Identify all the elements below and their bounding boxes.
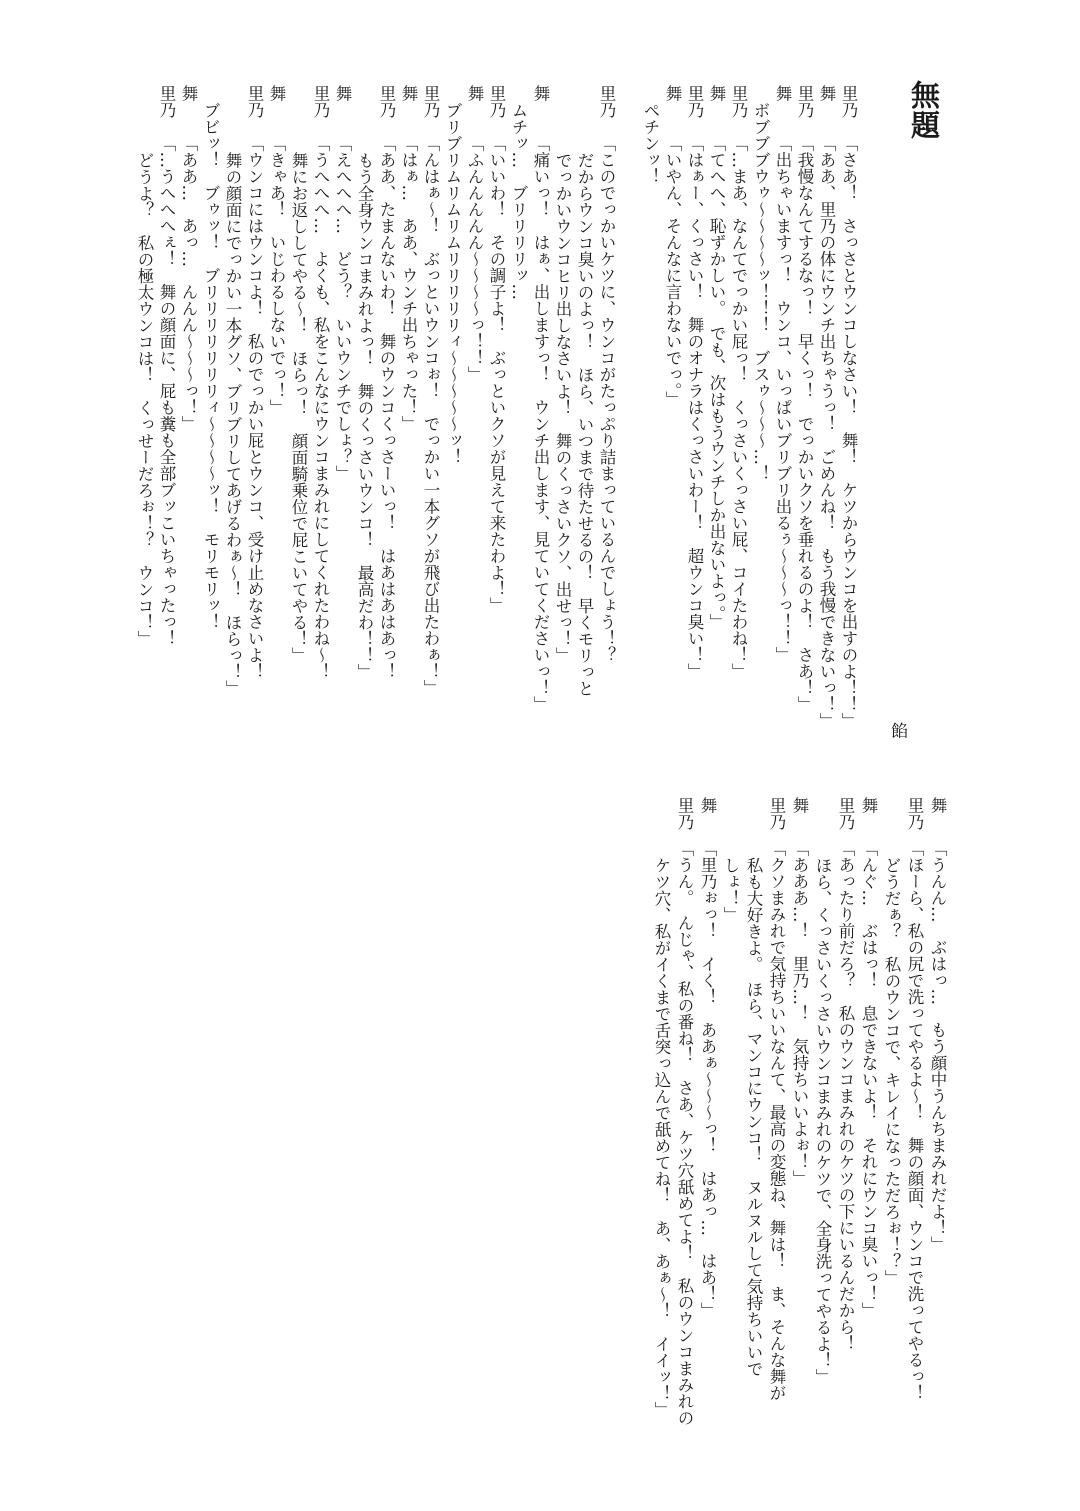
continuation-line (742, 797, 765, 1426)
speaker-name: 舞 (267, 85, 286, 102)
dialogue-line (837, 85, 859, 729)
speaker-name: 里乃 (597, 85, 616, 118)
line-text: 「ああ、里乃の体にウンチ出ちゃうっ！ ごめんね！ もう我慢できないっ！」 (817, 135, 836, 729)
line-text: 「ウンコにはウンコよ！ 私のでっかい屁とウンコ、受け止めなさいよ！ (245, 135, 264, 680)
dialogue-line (788, 797, 811, 1426)
dialogue-line (485, 85, 507, 729)
line-text: 私も大好きよ。 ほら、マンコにウンコ！ ヌルヌルして気持ちいいで (744, 857, 763, 1377)
dialogue-line (673, 797, 696, 1426)
dialogue-line (177, 85, 199, 729)
line-text: 「ああ、たまんないわ！ 舞のウンコくっさーいっ！ はあはあはあっ！ (377, 135, 396, 680)
dialogue-line (419, 85, 441, 729)
continuation-line (551, 85, 573, 729)
line-text: 「あったり前だろ？ 私のウンコまみれのケツの下にいるんだから！ (836, 840, 855, 1352)
dialogue-line (705, 85, 727, 729)
line-text: ケツ穴、私がイくまで舌突っ込んで舐めてね！ あ、あぁ～！ イイッ！」 (652, 857, 671, 1418)
dialogue-line (397, 85, 419, 729)
document-title: 無題 (907, 80, 941, 140)
line-text: 「出ちゃいますっ！ ウンコ、いっぱいブリブリ出るぅ～～～っ！！」 (773, 135, 792, 663)
line-text: 「うへへへ… よくも、私をこんなにウンコまみれにしてくれたわね～！ (311, 135, 330, 680)
speaker-name: 里乃 (675, 797, 694, 830)
speaker-name: 舞 (465, 85, 484, 102)
line-text (619, 85, 638, 90)
speaker-name: 里乃 (157, 85, 176, 118)
dialogue-line (926, 797, 949, 1426)
line-text: 「ああ… あっ… んんん～～～っ！」 (179, 135, 198, 432)
dialogue-line (793, 85, 815, 729)
speaker-name: 舞 (531, 85, 550, 102)
dialogue-line (331, 85, 353, 729)
dialogue-line (727, 85, 749, 729)
line-text: 「うん。 んじゃ、私の番ね！ さあ、ケツ穴舐めてよ！ 私のウンコまみれの (675, 840, 694, 1426)
continuation-line (287, 85, 309, 729)
continuation-line (573, 85, 595, 729)
dialogue-line (661, 85, 683, 729)
line-text: 「んはぁ～！ ぶっといウンコぉ！ でっかい一本グソが飛び出たわぁ！」 (421, 135, 440, 696)
dialogue-line (857, 797, 880, 1426)
line-text: ブビッ！ ブゥッ！ ブリリリリリリリィ～～～～ッ！ モリモリッ！ (201, 102, 220, 630)
dialogue-line (529, 85, 551, 729)
speaker-name: 里乃 (795, 85, 814, 118)
speaker-name: 里乃 (685, 85, 704, 118)
line-text: 「さあ！ さっさとウンコしなさい！ 舞！ ケツからウンコを出すのよ！！」 (839, 135, 858, 729)
dialogue-line (243, 85, 265, 729)
sound-effect-line (507, 85, 529, 729)
line-text: どうよ？ 私の極太ウンコは！ くっせーだろぉ！？ ウンコ！」 (135, 152, 154, 647)
line-text: 「…まあ、なんてでっかい屁っ！ くっさいくっさい屁、コイたわね！」 (729, 135, 748, 680)
speaker-name: 舞 (859, 797, 878, 814)
line-text: 「クソまみれで気持ちいいなんて、最高の変態ね、舞は！ ま、そんな舞が (767, 840, 786, 1401)
continuation-line (221, 85, 243, 729)
dialogue-line (696, 797, 719, 1426)
continuation-line (353, 85, 375, 729)
continuation-line (880, 797, 903, 1426)
line-text: 「里乃ぉっ！ イく！ ああぁ～～～っ！ はあっ… はあ！」 (698, 840, 717, 1319)
line-text: 「このでっかいケツに、ウンコがたっぷり詰まっているんでしょう！？ (597, 135, 616, 663)
speaker-name: 舞 (928, 797, 947, 814)
dialogue-line (155, 85, 177, 729)
dialogue-line (771, 85, 793, 729)
speaker-name: 里乃 (729, 85, 748, 118)
line-text: 「えへへへ… どう？ いいウンチでしょ？」 (333, 135, 352, 482)
line-text: ムチッ… ブリリリリッ… (509, 102, 528, 300)
sound-effect-line (639, 85, 661, 729)
author-name: 餡 (887, 722, 907, 739)
speaker-name: 舞 (773, 85, 792, 102)
line-text: 「てへへ、恥ずかしい。 でも、次はもうウンチしか出ないよっ。」 (707, 135, 726, 630)
line-text: 「痛いっ！ はぁ、出しますっ！ ウンチ出します、見ていてくださいっ！」 (531, 135, 550, 713)
speaker-name: 舞 (707, 85, 726, 102)
continuation-line (133, 85, 155, 729)
speaker-name: 舞 (790, 797, 809, 814)
line-text: もう全身ウンコまみれよっ！ 舞のくっさいウンコ！ 最高だわ！！」 (355, 152, 374, 680)
line-text: 舞にお返ししてやる～！ ほらっ！ 顔面騎乗位で屁こいてやる！」 (289, 152, 308, 664)
line-text: 「はぁ… ああ、ウンチ出ちゃった！」 (399, 135, 418, 432)
speaker-name: 里乃 (245, 85, 264, 118)
speaker-name: 里乃 (839, 85, 858, 118)
line-text: でっかいウンコヒリ出しなさいよ！ 舞のくっさいクソ、出せっ！」 (553, 152, 572, 664)
dialogue-line (834, 797, 857, 1426)
line-text: 「ほーら、私の尻で洗ってやるよ～！ 舞の顔面、ウンコで洗ってやるっ！ (905, 840, 924, 1401)
speaker-name: 舞 (698, 797, 717, 814)
dialogue-line (463, 85, 485, 729)
speaker-name: 里乃 (767, 797, 786, 830)
dialogue-line (595, 85, 617, 729)
continuation-line (811, 797, 834, 1426)
text-block-lower (650, 797, 949, 1426)
line-text: 「きゃあ！ いじわるしないでっ！」 (267, 135, 286, 416)
continuation-line (719, 797, 742, 1426)
speaker-name: 舞 (179, 85, 198, 102)
line-text: ほら、くっさいくっさいウンコまみれのケツで、全身洗ってやるよ！」 (813, 857, 832, 1385)
line-text: 「…うへへへぇ！ 舞の顔面に、屁も糞も全部ブッこいちゃったっ！ (157, 135, 176, 647)
speaker-name: 舞 (663, 85, 682, 102)
speaker-name: 里乃 (377, 85, 396, 118)
dialogue-line (765, 797, 788, 1426)
line-text: 「はぁー、くっさい！ 舞のオナラはくっさいわー！ 超ウンコ臭い！」 (685, 135, 704, 680)
line-text: しょ！」 (721, 857, 740, 923)
speaker-name: 舞 (333, 85, 352, 102)
sound-effect-line (441, 85, 463, 729)
dialogue-line (683, 85, 705, 729)
dialogue-line (375, 85, 397, 729)
speaker-name: 里乃 (487, 85, 506, 118)
line-text: 舞の顔面にでっかい一本グソ、ブリブリしてあげるわぁ～！ ほらっ！」 (223, 152, 242, 697)
line-text: どうだぁ？ 私のウンコで、キレイになっただろぉ！？」 (882, 857, 901, 1286)
line-text: だからウンコ臭いのよっ！ ほら、いつまで待たせるの！ 早くモリっと (575, 152, 594, 697)
speaker-name: 里乃 (311, 85, 330, 118)
line-text: 「あああ…！ 里乃…！ 気持ちいいよぉ！」 (790, 840, 809, 1187)
speaker-name: 里乃 (836, 797, 855, 830)
line-text: 「んぐ… ぶはっ！ 息できないよ！ それにウンコ臭いっ！」 (859, 840, 878, 1319)
line-text: ブリブリムリムリムリリリリリィ～～～～～ッ！ (443, 102, 462, 465)
line-text: 「うんん… ぶはっ… もう顔中うんちまみれだよ！」 (928, 840, 947, 1253)
speaker-name: 里乃 (905, 797, 924, 830)
dialogue-line (265, 85, 287, 729)
speaker-name: 舞 (399, 85, 418, 102)
dialogue-line (309, 85, 331, 729)
line-text: 「いいわ！ その調子よ！ ぶっといクソが見えて来たわよ！」 (487, 135, 506, 614)
continuation-line (650, 797, 673, 1426)
line-text: 「我慢なんてするなっ！ 早くっ！ でっかいクソを垂れるのよ！ さあ！」 (795, 135, 814, 713)
speaker-name: 里乃 (421, 85, 440, 118)
line-text: 「いやん、そんなに言わないでっ。」 (663, 135, 682, 408)
line-text: 「ふんんんんん～～～～っ！！」 (465, 135, 484, 383)
text-block-upper (133, 85, 859, 729)
sound-effect-line (199, 85, 221, 729)
sound-effect-line (749, 85, 771, 729)
line-text: ボブブブウゥ～～～～ッ！！！ ブスゥ～～～…！ (751, 102, 770, 482)
dialogue-line (903, 797, 926, 1426)
line-text: ペチンッ！ (641, 102, 660, 185)
speaker-name: 舞 (817, 85, 836, 102)
dialogue-line (815, 85, 837, 729)
blank-line (617, 85, 639, 729)
